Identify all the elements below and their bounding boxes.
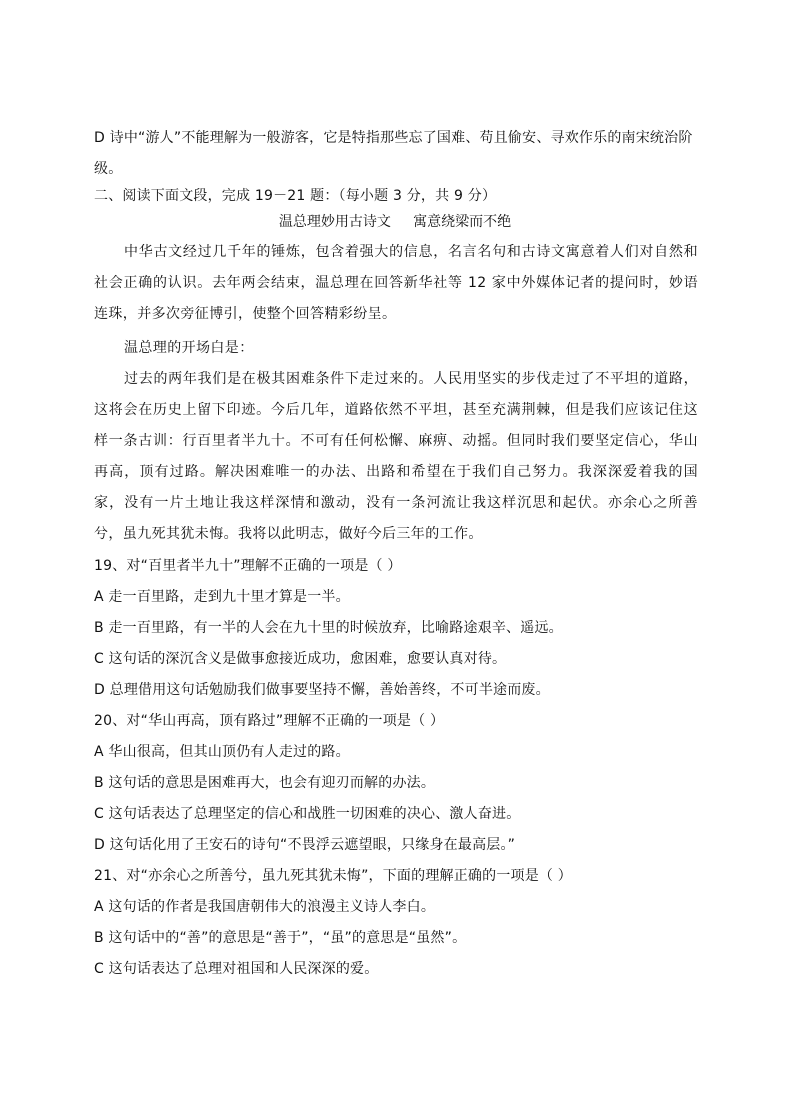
question-19-option-b: B 走一百里路，有一半的人会在九十里的时候放弃，比喻路途艰辛、遥远。 [94,620,563,636]
passage-paragraph-2: 温总理的开场白是： [124,340,254,356]
passage-title: 温总理妙用古诗文 寓意绕梁而不绝 [278,214,512,230]
question-20-option-d: D 这句话化用了王安石的诗句“不畏浮云遮望眼，只缘身在最高层。” [94,837,516,853]
question-19-option-d: D 总理借用这句话勉励我们做事要坚持不懈，善始善终，不可半途而废。 [94,682,550,698]
question-19-option-c: C 这句话的深沉含义是做事愈接近成功，愈困难，愈要认真对待。 [94,651,507,667]
question-19-option-a: A 走一百里路，走到九十里才算是一半。 [94,589,350,605]
question-20-option-a: A 华山很高，但其山顶仍有人走过的路。 [94,744,350,760]
question-20-option-c: C 这句话表达了总理坚定的信心和战胜一切困难的决心、激人奋进。 [94,806,521,822]
passage-paragraph-3: 过去的两年我们是在极其困难条件下走过来的。人民用坚实的步伐走过了不平坦的道路，这将会在历史上留下印迹。今后几年，道路依然不平坦，甚至充满荆棘，但是我们应该记住这样一条古训：行百里者半九十。不可有任何松懈、麻痹、动摇。但同时我们要坚定信心，华山再高，顶有过路。解决困难唯一的办法、出路和希望在于我们自己努力。我深深爱着我的国家，没有一片土地让我这样深情和激动，没有一条河流让我这样沉思和起伏。亦余心之所善兮，虽九死其犹未悔。我将以此明志，做好今后三年的工作。 [94,371,698,542]
option-d-line-2: 级。 [94,161,123,177]
question-20-stem: 20、对“华山再高，顶有路过”理解不正确的一项是（ ） [94,713,445,729]
question-19-stem: 19、对“百里者半九十”理解不正确的一项是（ ） [94,558,402,574]
question-21-option-a: A 这句话的作者是我国唐朝伟大的浪漫主义诗人李白。 [94,899,436,915]
option-d-line-1: D 诗中“游人”不能理解为一般游客，它是特指那些忘了国难、苟且偷安、寻欢作乐的南宋统治阶 [94,130,693,146]
question-20-option-b: B 这句话的意思是困难再大，也会有迎刃而解的办法。 [94,775,436,791]
question-21-option-b: B 这句话中的“善”的意思是“善于”，“虽”的意思是“虽然”。 [94,930,467,946]
question-21-stem: 21、对“亦余心之所善兮，虽九死其犹未悔”，下面的理解正确的一项是（ ） [94,868,572,884]
question-21-option-c: C 这句话表达了总理对祖国和人民深深的爱。 [94,961,379,977]
passage-paragraph-1: 中华古文经过几千年的锤炼，包含着强大的信息，名言名句和古诗文寓意着人们对自然和社会正确的认识。去年两会结束，温总理在回答新华社等 12 家中外媒体记者的提问时，妙语连珠，并多次旁征博引，使整个回答精彩纷呈。 [94,244,698,322]
section-heading: 二、阅读下面文段，完成 19－21 题：（每小题 3 分，共 9 分） [94,188,497,204]
